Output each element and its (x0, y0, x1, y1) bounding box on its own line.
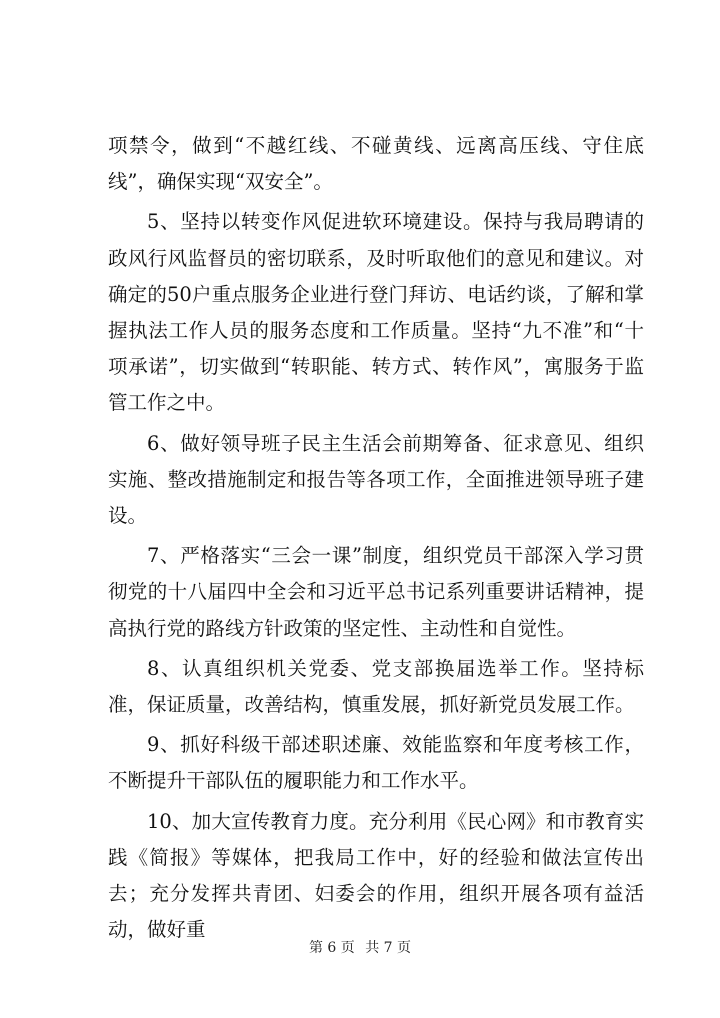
paragraph-item-7: 7、严格落实“三会一课”制度，组织党员干部深入学习贯彻党的十八届四中全会和习近平总书记系列重要讲话精神，提高执行党的路线方针政策的坚定性、主动性和自觉性。 (108, 544, 644, 640)
paragraph-item-6: 6、做好领导班子民主生活会前期筹备、征求意见、组织实施、整改措施制定和报告等各项工作，全面推进领导班子建设。 (108, 431, 644, 528)
paragraph-item-9: 9、抓好科级干部述职述廉、效能监察和年度考核工作，不断提升干部队伍的履职能力和工作水平。 (108, 733, 644, 793)
paragraph-item-10: 10、加大宣传教育力度。充分利用《民心网》和市教育实践《简报》等媒体，把我局工作中，好的经验和做法宣传出去；充分发挥共青团、妇委会的作用，组织开展各项有益活动，做好重 (108, 809, 644, 942)
paragraph-item-8: 8、认真组织机关党委、党支部换届选举工作。坚持标准，保证质量，改善结构，慎重发展，抓好新党员发展工作。 (108, 656, 644, 717)
page-footer (0, 938, 720, 958)
page-total: 共 7 页 (365, 940, 412, 956)
page-number: 第 6 页 (308, 940, 355, 956)
document-body (108, 128, 644, 952)
paragraph-item-5: 5、坚持以转变作风促进软环境建设。保持与我局聘请的政风行风监督员的密切联系，及时听取他们的意见和建议。对确定的50户重点服务企业进行登门拜访、电话约谈，了解和掌握执法工作人员的服务态度和工作质量。坚持“九不准”和“十项承诺”，切实做到“转职能、转方式、转作风”，寓服务于监管工作之中。 (108, 210, 644, 415)
paragraph-continued: 项禁令，做到“不越红线、不碰黄线、远离高压线、守住底线”，确保实现“双安全”。 (108, 134, 644, 194)
